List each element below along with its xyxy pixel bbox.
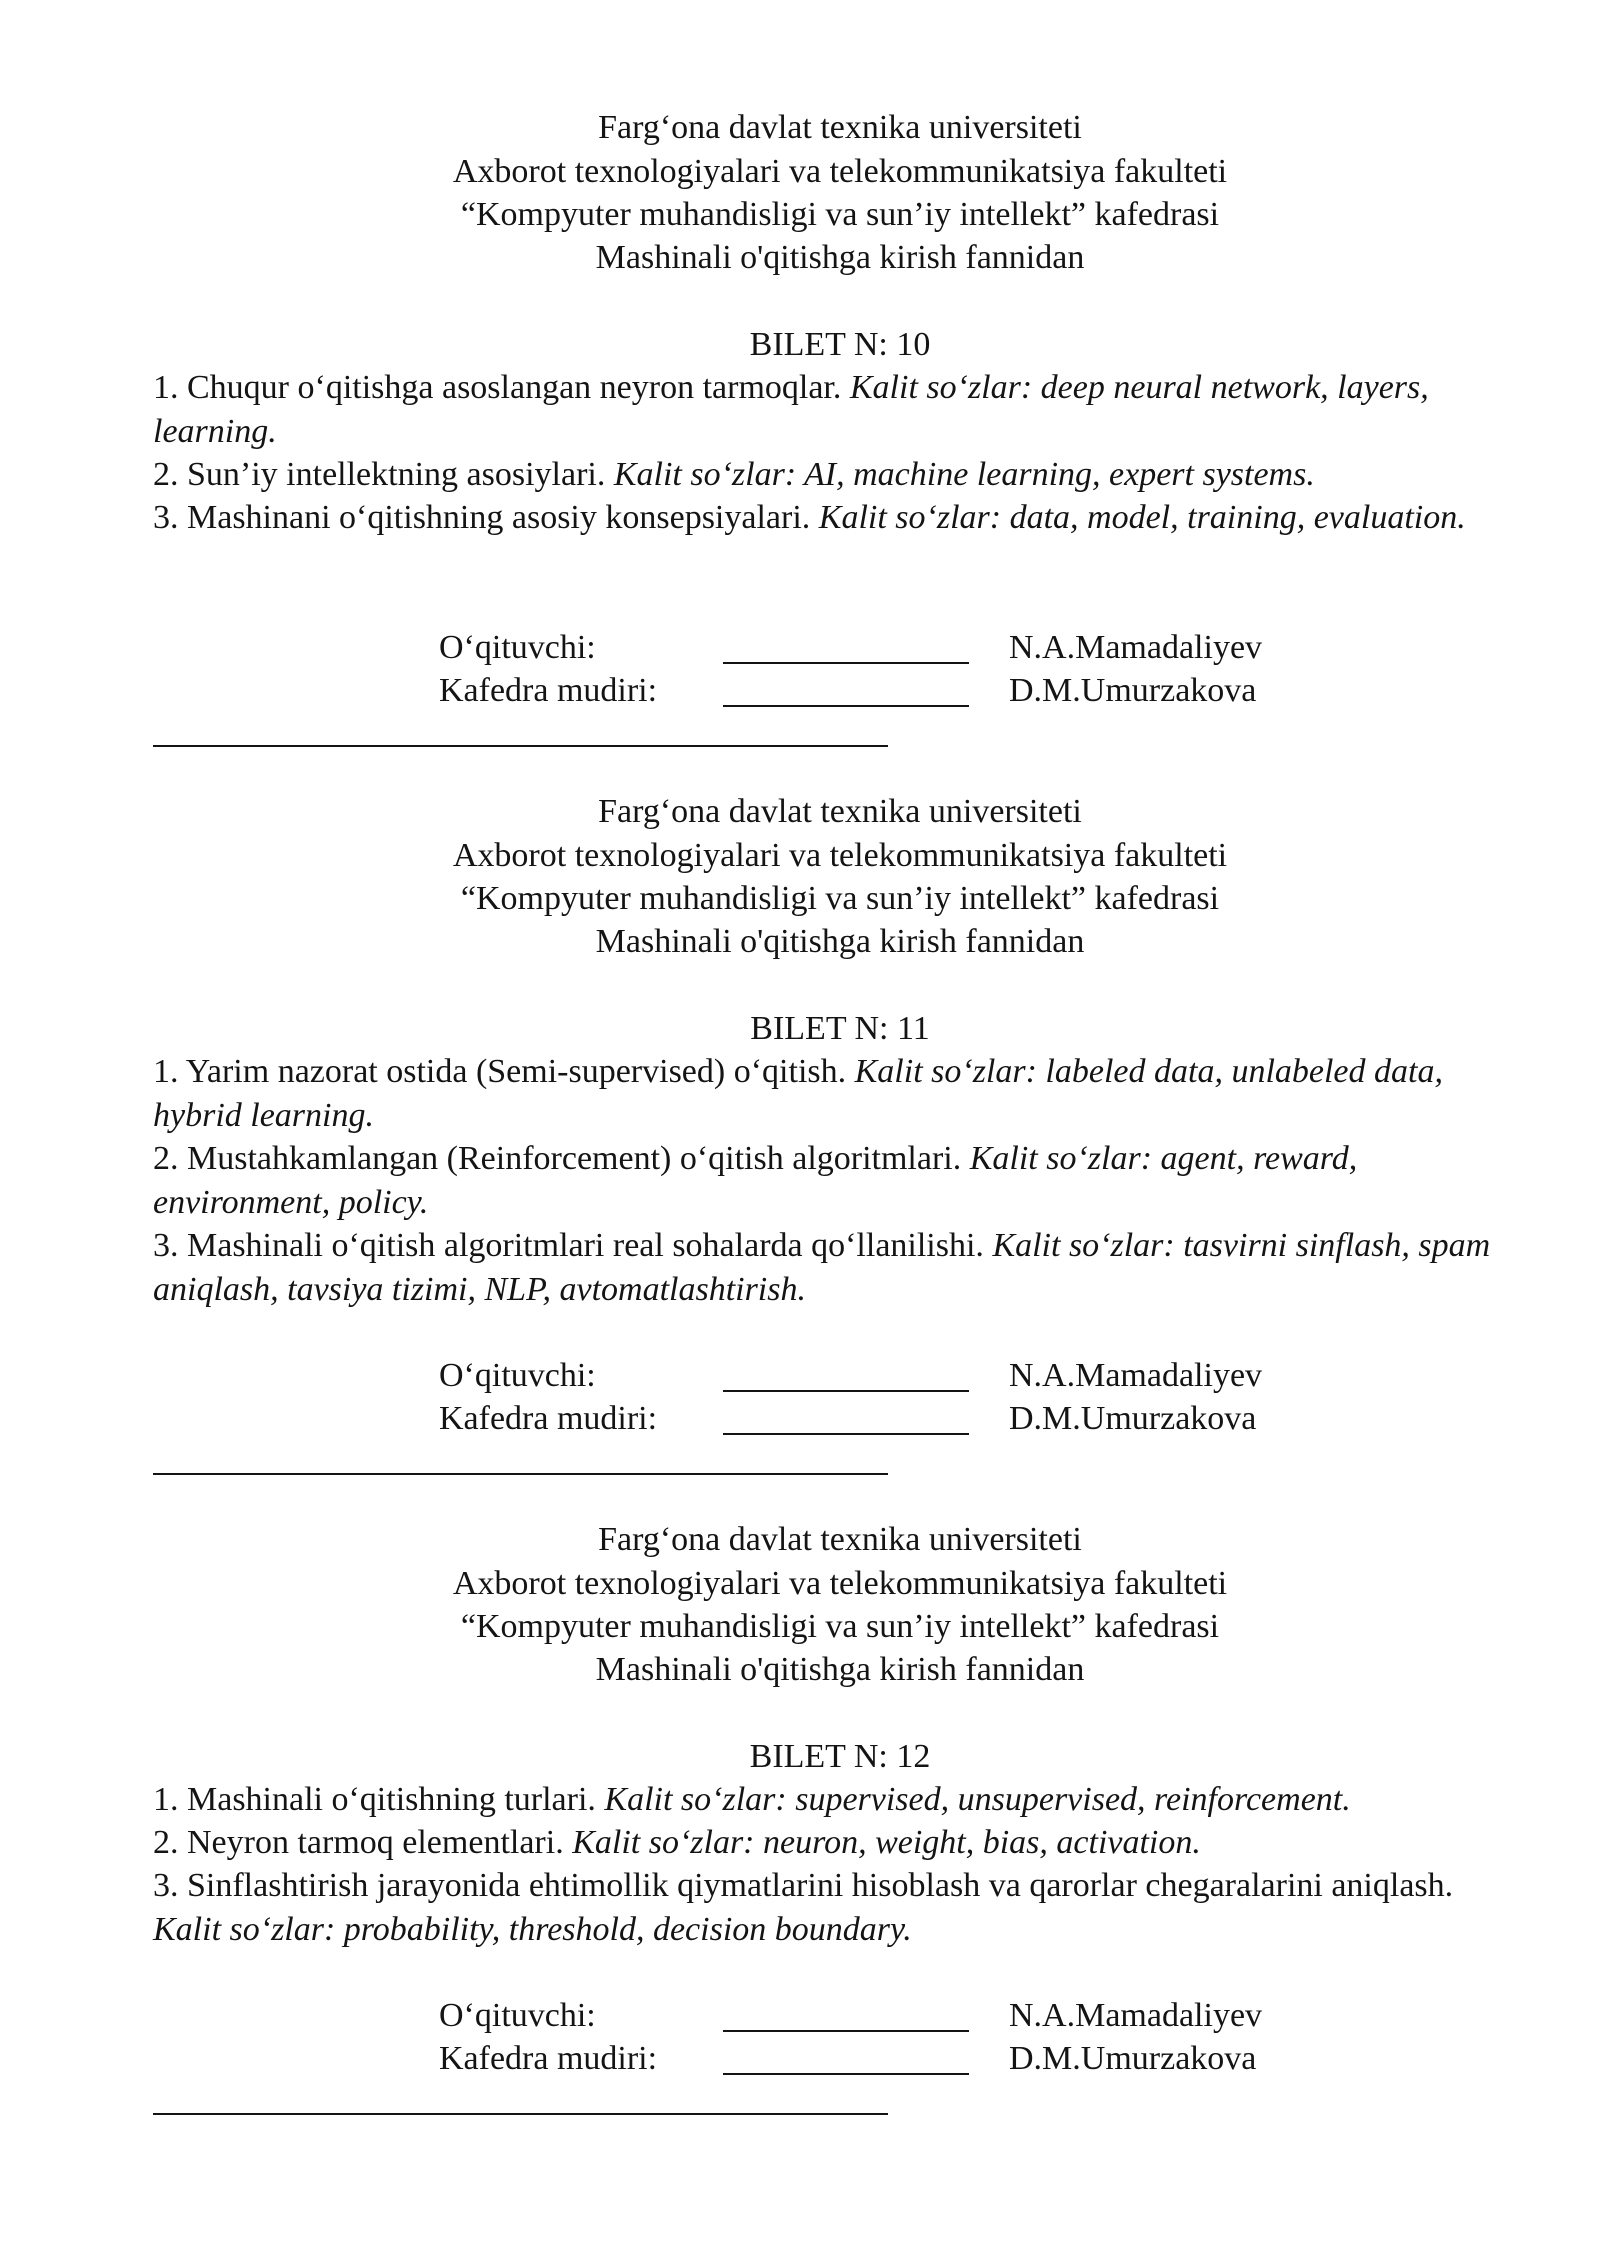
ticket-title: BILET N: 10 xyxy=(749,326,931,363)
signature-line xyxy=(723,2073,969,2075)
question-text: 3. Mashinani o‘qitishning asosiy konsepsiyalari. xyxy=(153,499,819,536)
question-3 xyxy=(153,496,1513,540)
question-text: 2. Sun’iy intellektning asosiylari. xyxy=(153,456,614,493)
question-text: 3. Sinflashtirish jarayonida ehtimollik qiymatlarini hisoblash va qarorlar chegaralarini aniqlash. xyxy=(153,1867,1454,1904)
question-2 xyxy=(153,1137,1513,1224)
signature-name: N.A.Mamadaliyev xyxy=(1009,629,1263,666)
question-1 xyxy=(153,1778,1513,1822)
question-keywords: Kalit so‘zlar: supervised, unsupervised, reinforcement. xyxy=(604,1781,1351,1818)
question-keywords: Kalit so‘zlar: deep neural network, layers, learning. xyxy=(153,369,1429,450)
signature-role: Kafedra mudiri: xyxy=(439,2040,658,2077)
signature-name: N.A.Mamadaliyev xyxy=(1009,1357,1263,1394)
signature-role: Kafedra mudiri: xyxy=(439,672,658,709)
faculty-name: Axborot texnologiyalari va telekommunikatsiya fakulteti xyxy=(452,837,1228,874)
signature-name: D.M.Umurzakova xyxy=(1009,672,1257,709)
ticket-12 xyxy=(0,1412,1600,2132)
ticket-10 xyxy=(0,0,1600,720)
course-name: Mashinali o'qitishga kirish fannidan xyxy=(595,1651,1085,1688)
signature-line xyxy=(723,1390,969,1392)
signature-name: N.A.Mamadaliyev xyxy=(1009,1997,1263,2034)
question-3 xyxy=(153,1864,1513,1951)
ticket-11 xyxy=(0,684,1600,1437)
question-keywords: Kalit so‘zlar: labeled data, unlabeled data, hybrid learning. xyxy=(153,1053,1443,1134)
question-1 xyxy=(153,1050,1513,1137)
question-text: 1. Yarim nazorat ostida (Semi-supervised) o‘qitish. xyxy=(153,1053,855,1090)
signature-name: D.M.Umurzakova xyxy=(1009,2040,1257,2077)
question-keywords: Kalit so‘zlar: agent, reward, environment, policy. xyxy=(153,1140,1358,1221)
question-text: 2. Mustahkamlangan (Reinforcement) o‘qitish algoritmlari. xyxy=(153,1140,970,1177)
ticket-title: BILET N: 11 xyxy=(750,1010,930,1047)
university-name: Farg‘ona davlat texnika universiteti xyxy=(598,793,1082,830)
question-keywords: Kalit so‘zlar: tasvirni sinflash, spam aniqlash, tavsiya tizimi, NLP, avtomatlashtirish. xyxy=(153,1227,1491,1308)
signature-role: O‘qituvchi: xyxy=(439,629,596,666)
question-text: 2. Neyron tarmoq elementlari. xyxy=(153,1824,573,1861)
ticket-separator xyxy=(153,2113,888,2115)
question-keywords: Kalit so‘zlar: data, model, training, evaluation. xyxy=(818,499,1466,536)
department-name: “Kompyuter muhandisligi va sun’iy intellekt” kafedrasi xyxy=(460,196,1220,233)
ticket-title: BILET N: 12 xyxy=(749,1738,931,1775)
signature-role: Kafedra mudiri: xyxy=(439,1400,658,1437)
question-2 xyxy=(153,453,1513,497)
signature-line xyxy=(723,2030,969,2032)
question-text: 1. Mashinali o‘qitishning turlari. xyxy=(153,1781,605,1818)
question-2 xyxy=(153,1821,1513,1865)
faculty-name: Axborot texnologiyalari va telekommunikatsiya fakulteti xyxy=(452,1565,1228,1602)
question-text: 1. Chuqur o‘qitishga asoslangan neyron tarmoqlar. xyxy=(153,369,850,406)
signature-line xyxy=(723,662,969,664)
question-keywords: Kalit so‘zlar: neuron, weight, bias, activation. xyxy=(572,1824,1201,1861)
faculty-name: Axborot texnologiyalari va telekommunikatsiya fakulteti xyxy=(452,153,1228,190)
course-name: Mashinali o'qitishga kirish fannidan xyxy=(595,239,1085,276)
university-name: Farg‘ona davlat texnika universiteti xyxy=(598,1521,1082,1558)
department-name: “Kompyuter muhandisligi va sun’iy intellekt” kafedrasi xyxy=(460,1608,1220,1645)
question-keywords: Kalit so‘zlar: probability, threshold, decision boundary. xyxy=(153,1910,912,1948)
question-text: 3. Mashinali o‘qitish algoritmlari real sohalarda qo‘llanilishi. xyxy=(153,1227,993,1264)
signature-role: O‘qituvchi: xyxy=(439,1357,596,1394)
signature-role: O‘qituvchi: xyxy=(439,1997,596,2034)
department-name: “Kompyuter muhandisligi va sun’iy intellekt” kafedrasi xyxy=(460,880,1220,917)
question-3 xyxy=(153,1224,1513,1311)
question-1 xyxy=(153,366,1513,453)
signature-name: D.M.Umurzakova xyxy=(1009,1400,1257,1437)
course-name: Mashinali o'qitishga kirish fannidan xyxy=(595,923,1085,960)
university-name: Farg‘ona davlat texnika universiteti xyxy=(598,109,1082,146)
question-keywords: Kalit so‘zlar: AI, machine learning, expert systems. xyxy=(613,456,1315,493)
